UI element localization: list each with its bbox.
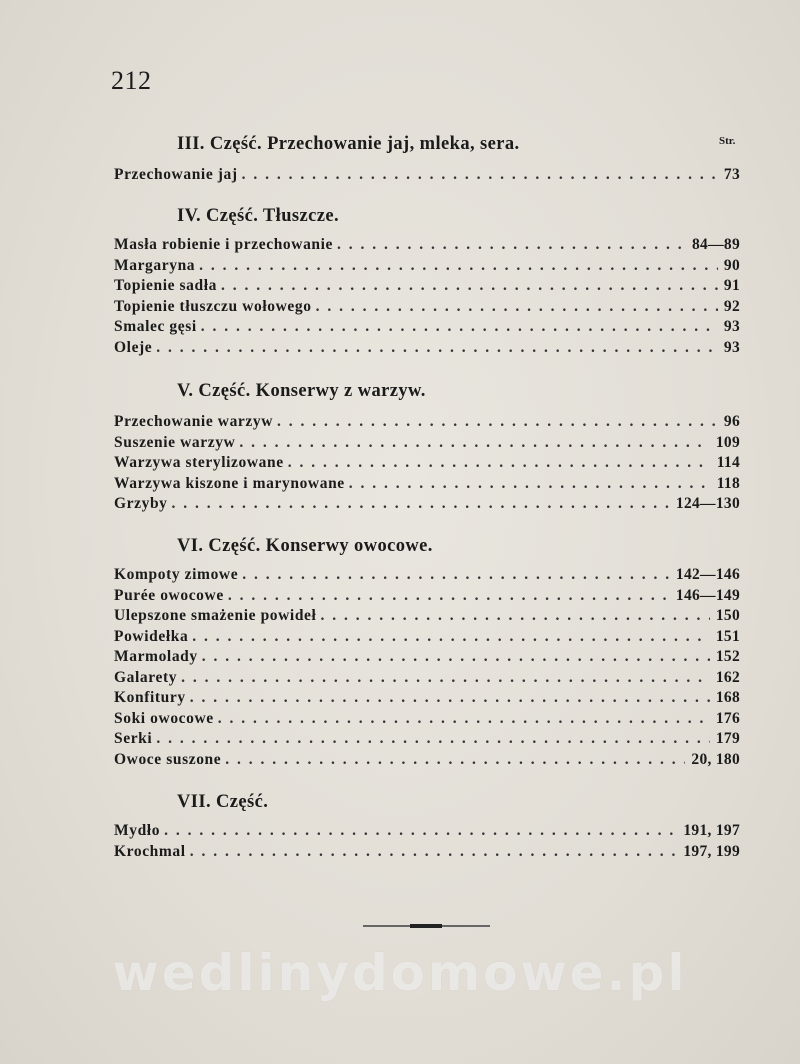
dot-leader bbox=[221, 277, 718, 295]
toc-entry[interactable] bbox=[114, 318, 740, 339]
toc-entry[interactable] bbox=[114, 236, 740, 257]
page-number: 212 bbox=[111, 66, 152, 95]
entry-title: Masła robienie i przechowanie bbox=[114, 236, 334, 253]
entry-page: 151 bbox=[715, 627, 740, 645]
toc-entry[interactable] bbox=[114, 298, 740, 319]
section-heading-vii: VII. Część. bbox=[177, 792, 269, 812]
entry-title: Kompoty zimowe bbox=[114, 566, 239, 583]
dot-leader bbox=[349, 475, 711, 493]
section-vi-entries bbox=[114, 566, 740, 771]
dot-leader bbox=[320, 607, 709, 625]
entry-page: 124—130 bbox=[675, 495, 740, 512]
entry-page: 91 bbox=[723, 277, 740, 294]
entry-title: Warzywa sterylizowane bbox=[114, 454, 284, 471]
entry-page: 109 bbox=[715, 433, 740, 451]
section-heading-v: V. Część. Konserwy z warzyw. bbox=[177, 381, 426, 401]
toc-entry[interactable] bbox=[114, 166, 740, 187]
dot-leader bbox=[156, 339, 718, 357]
toc-entry[interactable] bbox=[114, 628, 740, 649]
entry-page: 73 bbox=[723, 166, 740, 183]
dot-leader bbox=[156, 730, 710, 748]
entry-page: 142—146 bbox=[675, 566, 740, 583]
entry-page: 93 bbox=[723, 318, 740, 335]
dot-leader bbox=[218, 710, 710, 728]
entry-page: 191, 197 bbox=[683, 822, 740, 839]
section-iv-entries bbox=[114, 236, 740, 359]
entry-page: 197, 199 bbox=[683, 842, 740, 860]
dot-leader bbox=[164, 822, 677, 840]
section-heading-iii: III. Część. Przechowanie jaj, mleka, sera. bbox=[177, 134, 520, 154]
entry-page: 118 bbox=[716, 474, 740, 492]
entry-page: 179 bbox=[715, 730, 740, 747]
entry-page: 20, 180 bbox=[691, 750, 740, 768]
toc-entry[interactable] bbox=[114, 669, 740, 690]
entry-page: 168 bbox=[715, 689, 740, 706]
entry-title: Konfitury bbox=[114, 689, 186, 706]
entry-title: Oleje bbox=[114, 338, 153, 356]
entry-page: 152 bbox=[715, 648, 740, 665]
entry-title: Purée owocowe bbox=[114, 586, 224, 604]
toc-entry[interactable] bbox=[114, 454, 740, 475]
dot-leader bbox=[239, 434, 709, 452]
entry-title: Przechowanie jaj bbox=[114, 166, 238, 183]
toc-entry[interactable] bbox=[114, 751, 740, 772]
dot-leader bbox=[242, 166, 718, 184]
entry-page: 84—89 bbox=[692, 236, 740, 253]
entry-title: Powidełka bbox=[114, 627, 189, 645]
section-v-entries bbox=[114, 413, 740, 516]
section-heading-iv: IV. Część. Tłuszcze. bbox=[177, 206, 339, 226]
toc-entry[interactable] bbox=[114, 475, 740, 496]
str-label: Str. bbox=[719, 135, 736, 147]
toc-entry[interactable] bbox=[114, 277, 740, 298]
toc-entry[interactable] bbox=[114, 413, 740, 434]
toc-entry[interactable] bbox=[114, 648, 740, 669]
dot-leader bbox=[181, 669, 710, 687]
dot-leader bbox=[337, 236, 686, 254]
entry-title: Topienie sadła bbox=[114, 277, 218, 294]
entry-title: Ulepszone smażenie powideł bbox=[114, 607, 317, 624]
dot-leader bbox=[225, 751, 685, 769]
entry-title: Marmolady bbox=[114, 648, 198, 665]
toc-entry[interactable] bbox=[114, 607, 740, 628]
entry-page: 90 bbox=[723, 256, 740, 274]
entry-title: Krochmal bbox=[114, 842, 186, 860]
dot-leader bbox=[201, 318, 718, 336]
dot-leader bbox=[192, 628, 710, 646]
entry-page: 93 bbox=[723, 338, 740, 356]
entry-title: Soki owocowe bbox=[114, 709, 214, 727]
toc-entry[interactable] bbox=[114, 434, 740, 455]
entry-title: Przechowanie warzyw bbox=[114, 413, 274, 430]
entry-page: 162 bbox=[715, 668, 740, 686]
entry-title: Smalec gęsi bbox=[114, 318, 197, 335]
entry-page: 114 bbox=[716, 454, 740, 471]
ornament-divider-center bbox=[410, 924, 442, 928]
section-iii-entries bbox=[114, 166, 740, 187]
dot-leader bbox=[228, 587, 670, 605]
entry-page: 146—149 bbox=[675, 586, 740, 604]
dot-leader bbox=[199, 257, 718, 275]
toc-entry[interactable] bbox=[114, 843, 740, 864]
entry-page: 92 bbox=[723, 297, 740, 315]
toc-entry[interactable] bbox=[114, 566, 740, 587]
dot-leader bbox=[172, 495, 670, 513]
watermark: wedlinydomowe.pl bbox=[112, 944, 688, 1002]
toc-entry[interactable] bbox=[114, 587, 740, 608]
entry-title: Mydło bbox=[114, 822, 161, 839]
entry-title: Warzywa kiszone i marynowane bbox=[114, 474, 345, 492]
toc-entry[interactable] bbox=[114, 730, 740, 751]
dot-leader bbox=[316, 298, 718, 316]
entry-title: Galarety bbox=[114, 668, 178, 686]
dot-leader bbox=[190, 843, 678, 861]
entry-page: 176 bbox=[715, 709, 740, 727]
toc-entry[interactable] bbox=[114, 822, 740, 843]
entry-title: Grzyby bbox=[114, 495, 168, 512]
section-heading-vi: VI. Część. Konserwy owocowe. bbox=[177, 536, 433, 556]
toc-entry[interactable] bbox=[114, 689, 740, 710]
toc-entry[interactable] bbox=[114, 339, 740, 360]
toc-entry[interactable] bbox=[114, 495, 740, 516]
toc-entry[interactable] bbox=[114, 257, 740, 278]
dot-leader bbox=[242, 566, 670, 584]
entry-title: Owoce suszone bbox=[114, 750, 222, 768]
section-vii-entries bbox=[114, 822, 740, 863]
dot-leader bbox=[202, 648, 710, 666]
dot-leader bbox=[190, 689, 710, 707]
entry-page: 150 bbox=[715, 607, 740, 624]
entry-title: Serki bbox=[114, 730, 153, 747]
entry-title: Topienie tłuszczu wołowego bbox=[114, 297, 312, 315]
entry-page: 96 bbox=[723, 413, 740, 430]
entry-title: Margaryna bbox=[114, 256, 196, 274]
entry-title: Suszenie warzyw bbox=[114, 433, 236, 451]
dot-leader bbox=[277, 413, 718, 431]
toc-entry[interactable] bbox=[114, 710, 740, 731]
dot-leader bbox=[288, 454, 711, 472]
